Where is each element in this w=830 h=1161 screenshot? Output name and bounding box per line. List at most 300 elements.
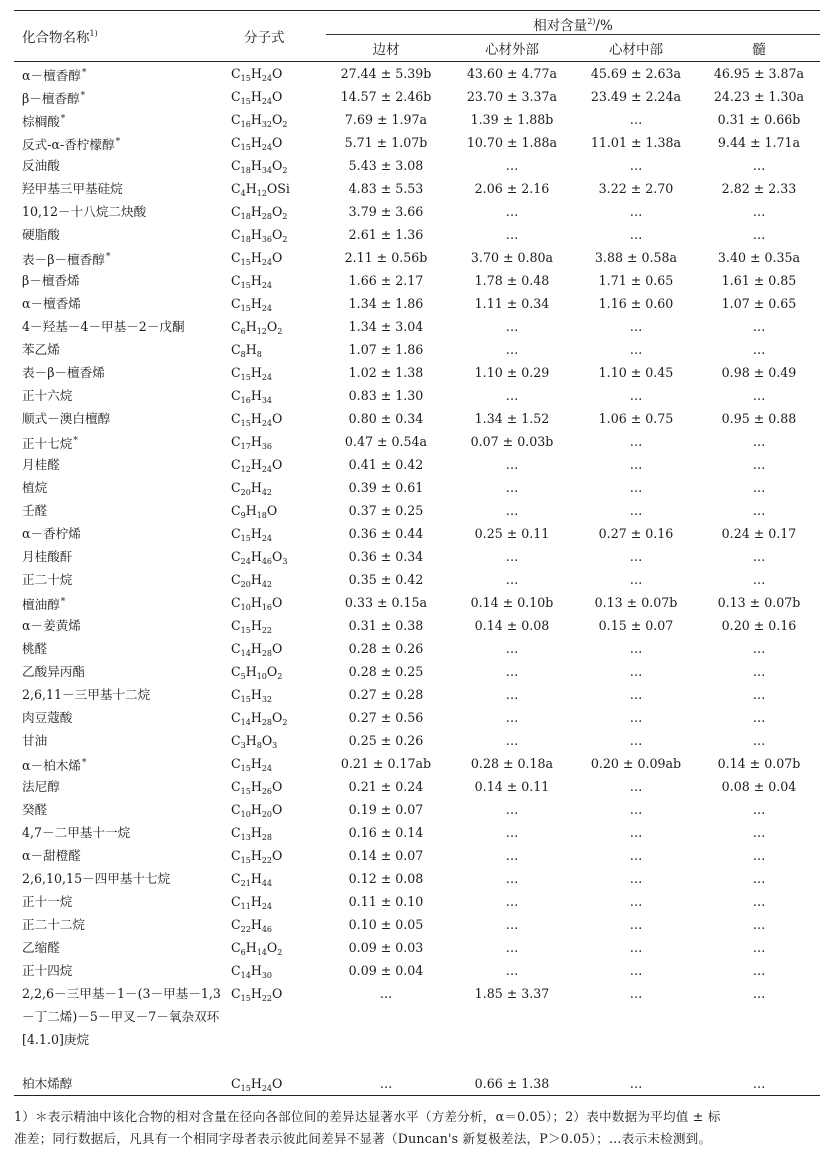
sapwood-value: 0.27 ± 0.28 (348, 687, 424, 702)
significance-mark: * (60, 597, 66, 607)
compound-name: α－檀香烯 (22, 296, 81, 311)
pith-value: … (752, 825, 766, 840)
outer-heartwood-value: 0.66 ± 1.38 (474, 1076, 550, 1091)
middle-heartwood-value: … (629, 457, 643, 472)
middle-heartwood-value: … (629, 871, 643, 886)
pith-value: … (752, 319, 766, 334)
compound-name: α－檀香醇* (22, 68, 87, 83)
middle-heartwood-value: … (629, 687, 643, 702)
table-row (14, 729, 820, 752)
table-row (14, 407, 820, 430)
sapwood-value: … (379, 1076, 393, 1091)
middle-heartwood-value: … (629, 848, 643, 863)
table-row (14, 246, 820, 269)
pith-value: 0.14 ± 0.07b (717, 756, 801, 771)
compound-name: 柏木烯醇 (22, 1076, 73, 1091)
pith-value: … (752, 733, 766, 748)
molecular-formula: $C_{15}H_{24}$ (231, 273, 272, 290)
pith-value: … (752, 227, 766, 242)
table-row (14, 361, 820, 384)
sapwood-value: 0.21 ± 0.17ab (340, 756, 432, 771)
outer-heartwood-value: … (505, 733, 519, 748)
table-row (14, 568, 820, 591)
sapwood-value: 0.19 ± 0.07 (348, 802, 424, 817)
outer-heartwood-value: 2.06 ± 2.16 (474, 181, 550, 196)
outer-heartwood-value: 1.39 ± 1.88b (470, 112, 554, 127)
outer-heartwood-value: 10.70 ± 1.88a (466, 135, 558, 150)
compound-name: 反油酸 (22, 158, 60, 173)
molecular-formula: $C_9H_{18}O$ (231, 503, 278, 520)
compound-name: 2,6,10,15－四甲基十七烷 (22, 871, 171, 886)
sapwood-value: 0.11 ± 0.10 (348, 894, 424, 909)
sapwood-value: 1.02 ± 1.38 (348, 365, 424, 380)
table-row (14, 867, 820, 890)
outer-heartwood-value: … (505, 572, 519, 587)
sapwood-value: 0.80 ± 0.34 (348, 411, 424, 426)
molecular-formula: $C_{13}H_{28}$ (231, 825, 272, 842)
outer-heartwood-value: … (505, 917, 519, 932)
pith-value: … (752, 342, 766, 357)
middle-heartwood-value: 3.22 ± 2.70 (598, 181, 674, 196)
sapwood-value: 0.35 ± 0.42 (348, 572, 424, 587)
middle-heartwood-value: 0.20 ± 0.09ab (590, 756, 682, 771)
molecular-formula: $C_6H_{12}O_2$ (231, 319, 283, 336)
outer-heartwood-value: … (505, 457, 519, 472)
middle-heartwood-value: … (629, 112, 643, 127)
molecular-formula: $C_{15}H_{24}$ (231, 365, 272, 382)
outer-heartwood-value: 0.28 ± 0.18a (470, 756, 554, 771)
molecular-formula: $C_{15}H_{32}$ (231, 687, 272, 704)
middle-heartwood-value: … (629, 388, 643, 403)
pith-value: 0.24 ± 0.17 (721, 526, 797, 541)
compound-name: 正二十二烷 (22, 917, 85, 932)
table-row (14, 752, 820, 775)
pith-value: … (752, 641, 766, 656)
sapwood-value: 1.66 ± 2.17 (348, 273, 424, 288)
molecular-formula: $C_{22}H_{46}$ (231, 917, 272, 934)
pith-value: … (752, 710, 766, 725)
table-row (14, 131, 820, 154)
molecular-formula: $C_{15}H_{24}O$ (231, 66, 283, 83)
compound-name: 棕榈酸* (22, 114, 66, 129)
table-row (14, 315, 820, 338)
molecular-formula: $C_6H_{14}O_2$ (231, 940, 283, 957)
sapwood-value: 2.11 ± 0.56b (344, 250, 428, 265)
compound-name: 檀油醇* (22, 597, 66, 612)
outer-heartwood-value: … (505, 848, 519, 863)
table-row (14, 292, 820, 315)
outer-heartwood-value: 3.70 ± 0.80a (470, 250, 554, 265)
outer-heartwood-value: 23.70 ± 3.37a (466, 89, 558, 104)
molecular-formula: $C_{15}H_{24}$ (231, 756, 272, 773)
sapwood-value: 0.36 ± 0.34 (348, 549, 424, 564)
pith-value: … (752, 503, 766, 518)
compound-name: 乙缩醛 (22, 940, 60, 955)
table-row (14, 1072, 820, 1095)
outer-heartwood-value: 0.07 ± 0.03b (470, 434, 554, 449)
sapwood-value: 5.43 ± 3.08 (348, 158, 424, 173)
header-pith: 髓 (752, 42, 766, 58)
sapwood-value: 3.79 ± 3.66 (348, 204, 424, 219)
pith-value: … (752, 572, 766, 587)
outer-heartwood-value: 1.11 ± 0.34 (474, 296, 550, 311)
sapwood-value: 0.41 ± 0.42 (348, 457, 424, 472)
sapwood-value: 0.25 ± 0.26 (348, 733, 424, 748)
outer-heartwood-value: … (505, 388, 519, 403)
significance-mark: * (73, 436, 78, 446)
sapwood-value: 1.34 ± 3.04 (348, 319, 424, 334)
outer-heartwood-value: … (505, 549, 519, 564)
molecular-formula: $C_{15}H_{22}O$ (231, 986, 283, 1003)
sapwood-value: 0.83 ± 1.30 (348, 388, 424, 403)
pith-value: … (752, 848, 766, 863)
sapwood-value: 0.12 ± 0.08 (348, 871, 424, 886)
molecular-formula: $C_{14}H_{30}$ (231, 963, 272, 980)
molecular-formula: $C_{18}H_{28}O_2$ (231, 204, 288, 221)
table-row (14, 223, 820, 246)
sapwood-value: 0.33 ± 0.15a (344, 595, 428, 610)
compound-name: 正十六烷 (22, 388, 73, 403)
table-row (14, 338, 820, 361)
table-row (14, 200, 820, 223)
sapwood-value: 0.16 ± 0.14 (348, 825, 424, 840)
table-row (14, 959, 820, 982)
compound-name: 苯乙烯 (22, 342, 60, 357)
middle-heartwood-value: 0.15 ± 0.07 (598, 618, 674, 633)
pith-value: … (752, 158, 766, 173)
data-table (14, 10, 820, 1096)
outer-heartwood-value: 1.34 ± 1.52 (474, 411, 550, 426)
significance-mark: * (115, 137, 121, 147)
pith-value: 0.31 ± 0.66b (717, 112, 801, 127)
middle-heartwood-value: … (629, 158, 643, 173)
compound-name: β－檀香烯 (22, 273, 80, 288)
compound-name: 反式-α-香柠檬醇* (22, 137, 121, 152)
table-row (14, 660, 820, 683)
middle-heartwood-value: … (629, 986, 643, 1001)
middle-heartwood-value: … (629, 572, 643, 587)
middle-heartwood-value: … (629, 434, 643, 449)
middle-heartwood-value: 0.27 ± 0.16 (598, 526, 674, 541)
table-row (14, 936, 820, 959)
significance-mark: * (80, 91, 86, 101)
middle-heartwood-value: … (629, 342, 643, 357)
outer-heartwood-value: … (505, 227, 519, 242)
molecular-formula: $C_{15}H_{22}$ (231, 618, 272, 635)
sapwood-value: 14.57 ± 2.46b (340, 89, 432, 104)
compound-name: α－甜橙醛 (22, 848, 81, 863)
compound-name: 桃醛 (22, 641, 48, 656)
pith-value: 0.13 ± 0.07b (717, 595, 801, 610)
sapwood-value: 0.09 ± 0.04 (348, 963, 424, 978)
molecular-formula: $C_{10}H_{16}O$ (231, 595, 283, 612)
sapwood-value: 0.39 ± 0.61 (348, 480, 424, 495)
pith-value: … (752, 1076, 766, 1091)
sapwood-value: 1.07 ± 1.86 (348, 342, 424, 357)
table-row (14, 844, 820, 867)
middle-heartwood-value: … (629, 204, 643, 219)
pith-value: … (752, 894, 766, 909)
sapwood-value: 0.10 ± 0.05 (348, 917, 424, 932)
outer-heartwood-value: … (505, 710, 519, 725)
molecular-formula: $C_{15}H_{24}O$ (231, 250, 283, 267)
molecular-formula: $C_{15}H_{24}$ (231, 526, 272, 543)
outer-heartwood-value: … (505, 158, 519, 173)
compound-name: 甘油 (22, 733, 48, 748)
outer-heartwood-value: 0.14 ± 0.08 (474, 618, 550, 633)
pith-value: 1.07 ± 0.65 (721, 296, 797, 311)
table-row (14, 821, 820, 844)
pith-value: 3.40 ± 0.35a (717, 250, 801, 265)
table-row (14, 177, 820, 200)
outer-heartwood-value: 1.85 ± 3.37 (474, 986, 550, 1001)
table-row (14, 913, 820, 936)
outer-heartwood-value: … (505, 871, 519, 886)
compound-name: 法尼醇 (22, 779, 60, 794)
footnote-line: 1）＊表示精油中该化合物的相对含量在径向各部位间的差异达显著水平（方差分析，α＝0.05）；2）表中数据为平均值 ± 标 (14, 1109, 721, 1124)
molecular-formula: $C_{15}H_{24}O$ (231, 89, 283, 106)
sapwood-value: 27.44 ± 5.39b (340, 66, 432, 81)
compound-name: α－香柠烯 (22, 526, 81, 541)
middle-heartwood-value: 1.10 ± 0.45 (598, 365, 674, 380)
significance-mark: * (105, 252, 111, 262)
molecular-formula: $C_{16}H_{34}$ (231, 388, 272, 405)
middle-heartwood-value: 1.71 ± 0.65 (598, 273, 674, 288)
compound-name: α－柏木烯* (22, 758, 87, 773)
sapwood-value: 0.36 ± 0.44 (348, 526, 424, 541)
outer-heartwood-value: 0.14 ± 0.10b (470, 595, 554, 610)
molecular-formula: $C_{20}H_{42}$ (231, 572, 272, 589)
molecular-formula: $C_{15}H_{24}O$ (231, 1076, 283, 1093)
molecular-formula: $C_5H_{10}O_2$ (231, 664, 283, 681)
sapwood-value: 0.27 ± 0.56 (348, 710, 424, 725)
molecular-formula: $C_{14}H_{28}O_2$ (231, 710, 288, 727)
molecular-formula: $C_{11}H_{24}$ (231, 894, 272, 911)
molecular-formula: $C_{17}H_{36}$ (231, 434, 272, 451)
compound-name: 2,6,11－三甲基十二烷 (22, 687, 151, 702)
outer-heartwood-value: … (505, 802, 519, 817)
middle-heartwood-value: 0.13 ± 0.07b (594, 595, 678, 610)
outer-heartwood-value: … (505, 503, 519, 518)
middle-heartwood-value: 45.69 ± 2.63a (590, 66, 682, 81)
sapwood-value: 0.37 ± 0.25 (348, 503, 424, 518)
pith-value: … (752, 802, 766, 817)
table-row (14, 775, 820, 798)
middle-heartwood-value: … (629, 963, 643, 978)
bottom-rule (14, 1095, 820, 1096)
outer-heartwood-value: … (505, 825, 519, 840)
sapwood-value: 0.47 ± 0.54a (344, 434, 428, 449)
compound-name: 肉豆蔻酸 (22, 710, 73, 725)
sapwood-value: 0.31 ± 0.38 (348, 618, 424, 633)
middle-heartwood-value: … (629, 227, 643, 242)
compound-name: 正十一烷 (22, 894, 73, 909)
table-row (14, 62, 820, 85)
outer-heartwood-value: 0.14 ± 0.11 (474, 779, 550, 794)
outer-heartwood-value: … (505, 963, 519, 978)
compound-name: 癸醛 (22, 802, 48, 817)
middle-heartwood-value: 11.01 ± 1.38a (590, 135, 682, 150)
molecular-formula: $C_{16}H_{32}O_2$ (231, 112, 288, 129)
outer-heartwood-value: 43.60 ± 4.77a (466, 66, 558, 81)
table-row (14, 706, 820, 729)
compound-name: 正十七烷* (22, 436, 78, 451)
outer-heartwood-value: … (505, 641, 519, 656)
pith-value: 9.44 ± 1.71a (717, 135, 801, 150)
pith-value: … (752, 871, 766, 886)
middle-heartwood-value: 1.16 ± 0.60 (598, 296, 674, 311)
middle-heartwood-value: … (629, 917, 643, 932)
header-formula: 分子式 (244, 30, 285, 46)
outer-heartwood-value: 0.25 ± 0.11 (474, 526, 550, 541)
compound-name: 硬脂酸 (22, 227, 60, 242)
pith-value: 1.61 ± 0.85 (721, 273, 797, 288)
molecular-formula: $C_{15}H_{22}O$ (231, 848, 283, 865)
table-row (14, 591, 820, 614)
pith-value: 0.20 ± 0.16 (721, 618, 797, 633)
sapwood-value: 0.21 ± 0.24 (348, 779, 424, 794)
table-row (14, 522, 820, 545)
outer-heartwood-value: … (505, 480, 519, 495)
table-row (14, 384, 820, 407)
outer-heartwood-value: … (505, 342, 519, 357)
table-row (14, 499, 820, 522)
middle-heartwood-value: 23.49 ± 2.24a (590, 89, 682, 104)
pith-value: … (752, 664, 766, 679)
outer-heartwood-value: 1.78 ± 0.48 (474, 273, 550, 288)
compound-name: 2,2,6－三甲基－1－(3－甲基－1,3－丁二烯)－5－甲叉－7－氧杂双环[4.1.0]庚烷 (22, 986, 221, 1047)
middle-heartwood-value: … (629, 894, 643, 909)
table-row (14, 154, 820, 177)
compound-name: 表－β－檀香烯 (22, 365, 105, 380)
compound-name: 月桂醛 (22, 457, 60, 472)
table-row (14, 798, 820, 821)
significance-mark: * (81, 68, 87, 78)
middle-heartwood-value: … (629, 549, 643, 564)
sapwood-value: 0.28 ± 0.25 (348, 664, 424, 679)
outer-heartwood-value: … (505, 319, 519, 334)
outer-heartwood-value: … (505, 687, 519, 702)
pith-value: … (752, 963, 766, 978)
table-body (14, 62, 820, 1095)
molecular-formula: $C_{15}H_{24}O$ (231, 135, 283, 152)
outer-heartwood-value: … (505, 204, 519, 219)
pith-value: … (752, 388, 766, 403)
sapwood-value: 5.71 ± 1.07b (344, 135, 428, 150)
middle-heartwood-value: 3.88 ± 0.58a (594, 250, 678, 265)
table-row (14, 453, 820, 476)
compound-name: 顺式－澳白檀醇 (22, 411, 111, 426)
molecular-formula: $C_4H_{12}OSi$ (231, 181, 290, 198)
sapwood-value: 2.61 ± 1.36 (348, 227, 424, 242)
molecular-formula: $C_{10}H_{20}O$ (231, 802, 283, 819)
middle-heartwood-value: … (629, 1076, 643, 1091)
outer-heartwood-value: … (505, 940, 519, 955)
compound-name: β－檀香醇* (22, 91, 86, 106)
table-row (14, 982, 820, 1072)
header-relative-content: 相对含量$^{2)}$/% (533, 17, 613, 34)
pith-value: 0.08 ± 0.04 (721, 779, 797, 794)
compound-name: 月桂酸酐 (22, 549, 73, 564)
molecular-formula: $C_3H_8O_3$ (231, 733, 278, 750)
molecular-formula: $C_{15}H_{24}$ (231, 296, 272, 313)
header-sub-rule (326, 34, 820, 35)
footnote (14, 1106, 814, 1150)
middle-heartwood-value: 1.06 ± 0.75 (598, 411, 674, 426)
molecular-formula: $C_8H_8$ (231, 342, 262, 359)
pith-value: … (752, 986, 766, 1001)
middle-heartwood-value: … (629, 641, 643, 656)
sapwood-value: 0.14 ± 0.07 (348, 848, 424, 863)
table-row (14, 476, 820, 499)
middle-heartwood-value: … (629, 779, 643, 794)
table-header (14, 11, 820, 61)
molecular-formula: $C_{24}H_{46}O_3$ (231, 549, 288, 566)
sapwood-value: 7.69 ± 1.97a (344, 112, 428, 127)
header-middle-heartwood: 心材中部 (609, 42, 663, 58)
sapwood-value: 4.83 ± 5.53 (348, 181, 424, 196)
molecular-formula: $C_{21}H_{44}$ (231, 871, 272, 888)
pith-value: 46.95 ± 3.87a (713, 66, 805, 81)
middle-heartwood-value: … (629, 319, 643, 334)
table-row (14, 108, 820, 131)
compound-name: 正十四烷 (22, 963, 73, 978)
table-row (14, 430, 820, 453)
pith-value: 24.23 ± 1.30a (713, 89, 805, 104)
table-row (14, 890, 820, 913)
outer-heartwood-value: … (505, 664, 519, 679)
pith-value: 2.82 ± 2.33 (721, 181, 797, 196)
table-row (14, 269, 820, 292)
middle-heartwood-value: … (629, 664, 643, 679)
pith-value: 0.95 ± 0.88 (721, 411, 797, 426)
compound-name: 4－羟基－4－甲基－2－戊酮 (22, 319, 185, 334)
pith-value: … (752, 549, 766, 564)
table-row (14, 614, 820, 637)
compound-name: 表－β－檀香醇* (22, 252, 111, 267)
compound-name: 羟甲基三甲基硅烷 (22, 181, 123, 196)
sapwood-value: 0.09 ± 0.03 (348, 940, 424, 955)
compound-name: 4,7－二甲基十一烷 (22, 825, 131, 840)
significance-mark: * (60, 114, 66, 124)
sapwood-value: 1.34 ± 1.86 (348, 296, 424, 311)
significance-mark: * (81, 758, 87, 768)
compound-name: 乙酸异丙酯 (22, 664, 85, 679)
header-sapwood: 边材 (372, 42, 400, 58)
middle-heartwood-value: … (629, 940, 643, 955)
table-row (14, 637, 820, 660)
compound-name: 10,12－十八烷二炔酸 (22, 204, 147, 219)
compound-name: 植烷 (22, 480, 48, 495)
pith-value: … (752, 917, 766, 932)
molecular-formula: $C_{20}H_{42}$ (231, 480, 272, 497)
pith-value: … (752, 204, 766, 219)
molecular-formula: $C_{15}H_{24}O$ (231, 411, 283, 428)
outer-heartwood-value: 1.10 ± 0.29 (474, 365, 550, 380)
middle-heartwood-value: … (629, 710, 643, 725)
molecular-formula: $C_{14}H_{28}O$ (231, 641, 283, 658)
molecular-formula: $C_{12}H_{24}O$ (231, 457, 283, 474)
pith-value: … (752, 480, 766, 495)
molecular-formula: $C_{15}H_{26}O$ (231, 779, 283, 796)
table-row (14, 683, 820, 706)
sapwood-value: 0.28 ± 0.26 (348, 641, 424, 656)
middle-heartwood-value: … (629, 480, 643, 495)
middle-heartwood-value: … (629, 825, 643, 840)
footnote-line: 准差；同行数据后，凡具有一个相同字母者表示彼此间差异不显著（Duncan's 新复极差法，P＞0.05）；…表示未检测到。 (14, 1131, 712, 1146)
pith-value: 0.98 ± 0.49 (721, 365, 797, 380)
molecular-formula: $C_{18}H_{36}O_2$ (231, 227, 288, 244)
